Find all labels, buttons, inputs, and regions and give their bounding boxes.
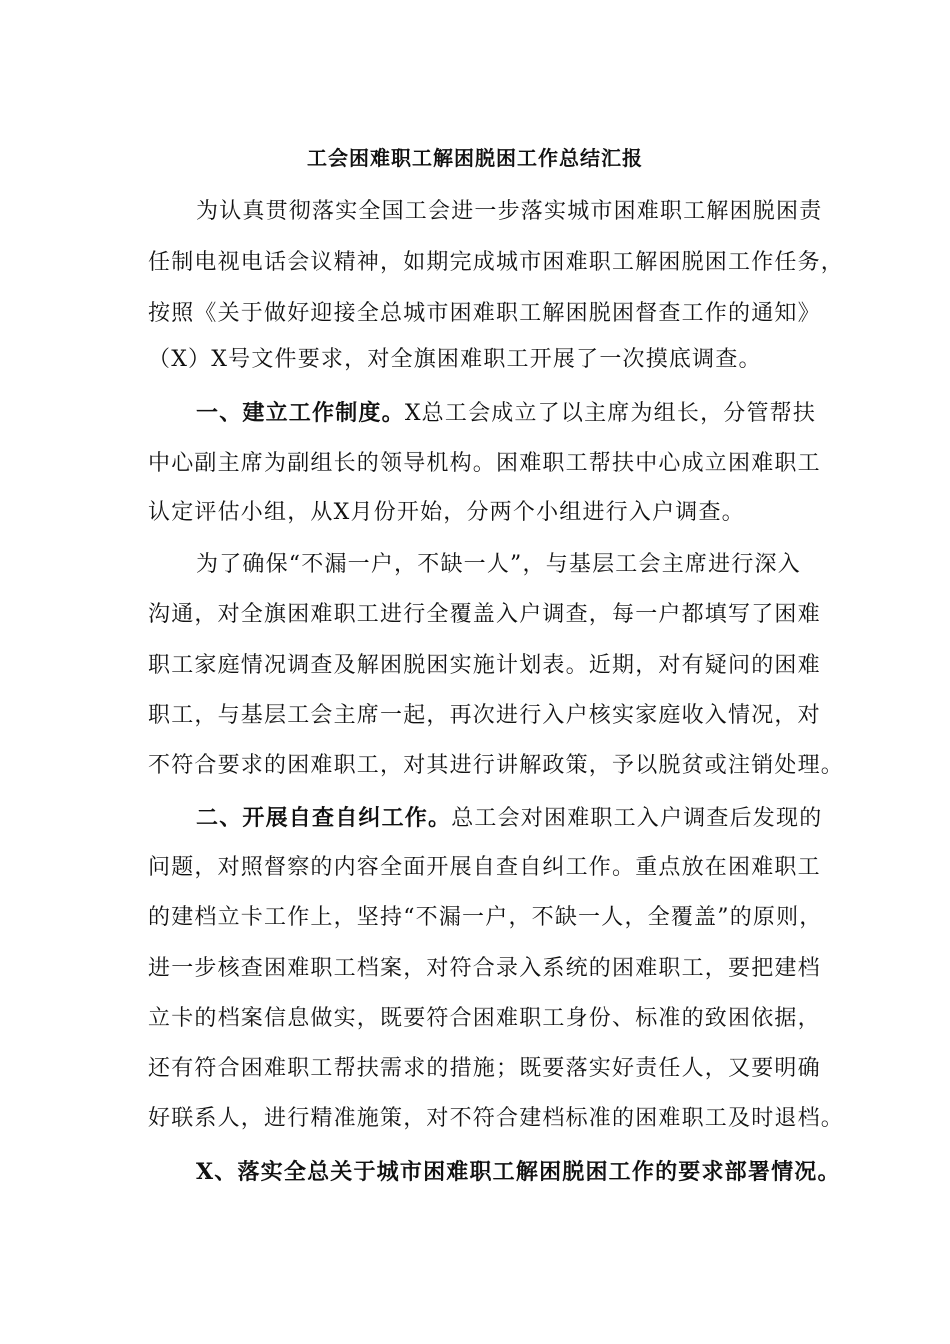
paragraph-line: 进一步核查困难职工档案，对符合录入系统的困难职工，要把建档 (148, 956, 821, 981)
paragraph-line: 的建档立卡工作上，坚持“不漏一户，不缺一人，全覆盖”的原则， (148, 905, 823, 930)
document-title: 工会困难职工解困脱困工作总结汇报 (307, 146, 643, 170)
paragraph-text: 总工会对困难职工入户调查后发现的 (451, 806, 823, 831)
paragraph-line: 认定评估小组，从X月份开始，分两个小组进行入户调查。 (148, 500, 745, 525)
paragraph-line: 为认真贯彻落实全国工会进一步落实城市困难职工解困脱困责 (196, 199, 823, 224)
section-1-heading: 一、建立工作制度。 (196, 400, 405, 426)
paragraph-line: 立卡的档案信息做实，既要符合困难职工身份、标准的致困依据， (148, 1006, 821, 1031)
paragraph-line: 沟通，对全旗困难职工进行全覆盖入户调查，每一户都填写了困难 (148, 602, 821, 627)
paragraph-line: 职工，与基层工会主席一起，再次进行入户核实家庭收入情况，对 (148, 703, 821, 728)
paragraph-text: X总工会成立了以主席为组长，分管帮扶 (404, 401, 817, 426)
paragraph-line: 还有符合困难职工帮扶需求的措施；既要落实好责任人，又要明确 (148, 1056, 821, 1081)
paragraph-line: 中心副主席为副组长的领导机构。困难职工帮扶中心成立困难职工 (148, 451, 821, 476)
section-2-heading: 二、开展自查自纠工作。 (196, 805, 452, 831)
paragraph-line: （X）X号文件要求，对全旗困难职工开展了一次摸底调查。 (148, 347, 762, 372)
section-1-first-line (196, 398, 816, 429)
paragraph-line: 好联系人，进行精准施策，对不符合建档标准的困难职工及时退档。 (148, 1106, 845, 1131)
paragraph-line: 不符合要求的困难职工，对其进行讲解政策，予以脱贫或注销处理。 (148, 753, 845, 778)
paragraph-line: 问题，对照督察的内容全面开展自查自纠工作。重点放在困难职工 (148, 855, 821, 880)
paragraph-line: 为了确保“不漏一户，不缺一人”，与基层工会主席进行深入 (196, 552, 801, 577)
section-x-heading: X、落实全总关于城市困难职工解困脱困工作的要求部署情况。 (196, 1159, 841, 1185)
paragraph-line: 任制电视电话会议精神，如期完成城市困难职工解困脱困工作任务， (148, 250, 845, 275)
paragraph-line: 按照《关于做好迎接全总城市困难职工解困脱困督查工作的通知》 (148, 301, 821, 326)
paragraph-line: 职工家庭情况调查及解困脱困实施计划表。近期，对有疑问的困难 (148, 653, 821, 678)
section-2-first-line (196, 803, 822, 834)
